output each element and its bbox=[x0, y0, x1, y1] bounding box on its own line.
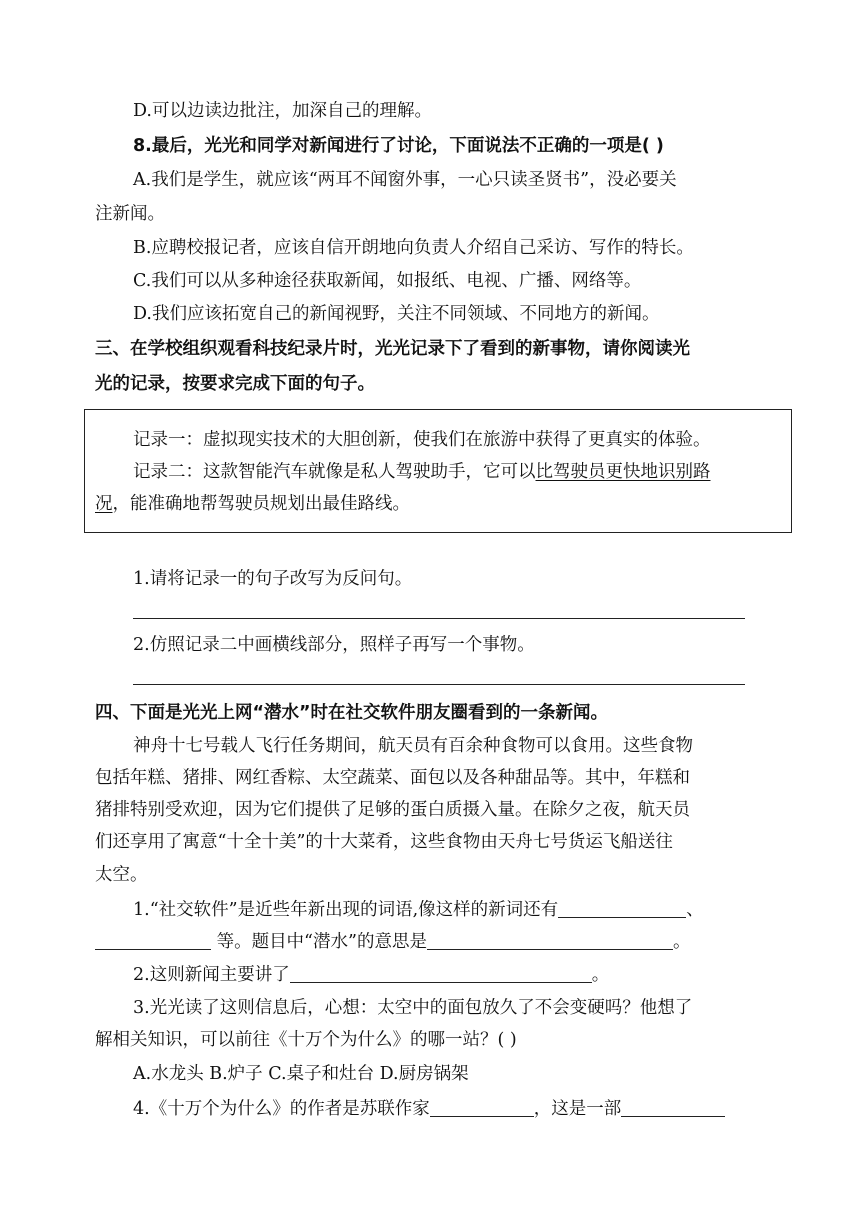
record-two-underlined-part1: 比驾驶员更快地识别路 bbox=[535, 462, 711, 482]
record-two-underlined-part2: 况 bbox=[95, 494, 113, 514]
q8-option-b: B.应聘校报记者，应该自信开朗地向负责人介绍自己采访、写作的特长。 bbox=[133, 238, 694, 258]
q8-option-a-line2: 注新闻。 bbox=[95, 204, 165, 224]
record-two-line1 bbox=[133, 457, 711, 487]
section4-q3-options: A.水龙头 B.炉子 C.桌子和灶台 D.厨房锅架 bbox=[133, 1064, 469, 1084]
section4-q1-text: 1.“社交软件”是近些年新出现的词语,像这样的新词还有 bbox=[133, 900, 559, 920]
q8-option-a-line1: A.我们是学生，就应该“两耳不闻窗外事，一心只读圣贤书”，没必要关 bbox=[133, 170, 677, 190]
section4-q3-line1: 3.光光读了这则信息后，心想：太空中的面包放久了不会变硬吗？他想了 bbox=[133, 998, 693, 1018]
section4-q1-separator: 、 bbox=[686, 900, 704, 920]
section4-q2-text: 2.这则新闻主要讲了 bbox=[133, 965, 290, 985]
news-passage-line1: 神舟十七号载人飞行任务期间，航天员有百余种食物可以食用。这些食物 bbox=[133, 736, 693, 756]
new-word-blank-1[interactable] bbox=[558, 899, 686, 918]
section4-q1-line1 bbox=[133, 895, 704, 925]
record-two-line2 bbox=[95, 489, 410, 519]
news-passage-line2: 包括年糕、猪排、网红香粽、太空蔬菜、面包以及各种甜品等。其中，年糕和 bbox=[95, 768, 690, 788]
record-two-prefix: 记录二：这款智能汽车就像是私人驾驶助手，它可以 bbox=[133, 462, 536, 482]
q8-stem: 8.最后，光光和同学对新闻进行了讨论，下面说法不正确的一项是( ) bbox=[133, 136, 664, 156]
section4-q1-text2: 等。题目中“潜水”的意思是 bbox=[211, 932, 427, 952]
genre-blank[interactable] bbox=[621, 1098, 725, 1117]
q8-option-c: C.我们可以从多种途径获取新闻，如报纸、电视、广播、网络等。 bbox=[133, 271, 642, 291]
section4-q2 bbox=[133, 960, 609, 990]
answer-line-q2[interactable] bbox=[133, 684, 745, 685]
news-passage-line5: 太空。 bbox=[95, 865, 148, 885]
new-word-blank-2[interactable] bbox=[95, 931, 211, 950]
section3-heading-line2: 光的记录，按要求完成下面的句子。 bbox=[95, 374, 375, 394]
news-summary-blank[interactable] bbox=[290, 964, 592, 983]
author-blank[interactable] bbox=[430, 1098, 534, 1117]
section4-q2-end: 。 bbox=[591, 965, 610, 985]
section3-q1: 1.请将记录一的句子改写为反问句。 bbox=[133, 569, 413, 589]
section4-q1-end: 。 bbox=[672, 932, 691, 952]
section4-heading: 四、下面是光光上网“潜水”时在社交软件朋友圈看到的一条新闻。 bbox=[95, 703, 609, 723]
section4-q4-text2: ，这是一部 bbox=[533, 1099, 622, 1119]
answer-line-q1[interactable] bbox=[133, 618, 745, 619]
news-passage-line4: 们还享用了寓意“十全十美”的十大菜肴，这些食物由天舟七号货运飞船送往 bbox=[95, 832, 673, 852]
record-one: 记录一：虚拟现实技术的大胆创新，使我们在旅游中获得了更真实的体验。 bbox=[133, 430, 711, 450]
section4-q4 bbox=[133, 1094, 725, 1124]
q7-option-d: D.可以边读边批注，加深自己的理解。 bbox=[133, 101, 432, 121]
qianshui-meaning-blank[interactable] bbox=[427, 931, 673, 950]
q8-option-d: D.我们应该拓宽自己的新闻视野，关注不同领域、不同地方的新闻。 bbox=[133, 304, 660, 324]
section4-q1-line2 bbox=[95, 927, 690, 957]
news-passage-line3: 猪排特别受欢迎，因为它们提供了足够的蛋白质摄入量。在除夕之夜，航天员 bbox=[95, 800, 690, 820]
record-two-suffix: ，能准确地帮驾驶员规划出最佳路线。 bbox=[112, 494, 410, 514]
section3-q2: 2.仿照记录二中画横线部分，照样子再写一个事物。 bbox=[133, 635, 535, 655]
section3-heading-line1: 三、在学校组织观看科技纪录片时，光光记录下了看到的新事物，请你阅读光 bbox=[95, 339, 690, 359]
section4-q3-line2: 解相关知识，可以前往《十万个为什么》的哪一站？( ) bbox=[95, 1030, 517, 1050]
section4-q4-text: 4.《十万个为什么》的作者是苏联作家 bbox=[133, 1099, 430, 1119]
